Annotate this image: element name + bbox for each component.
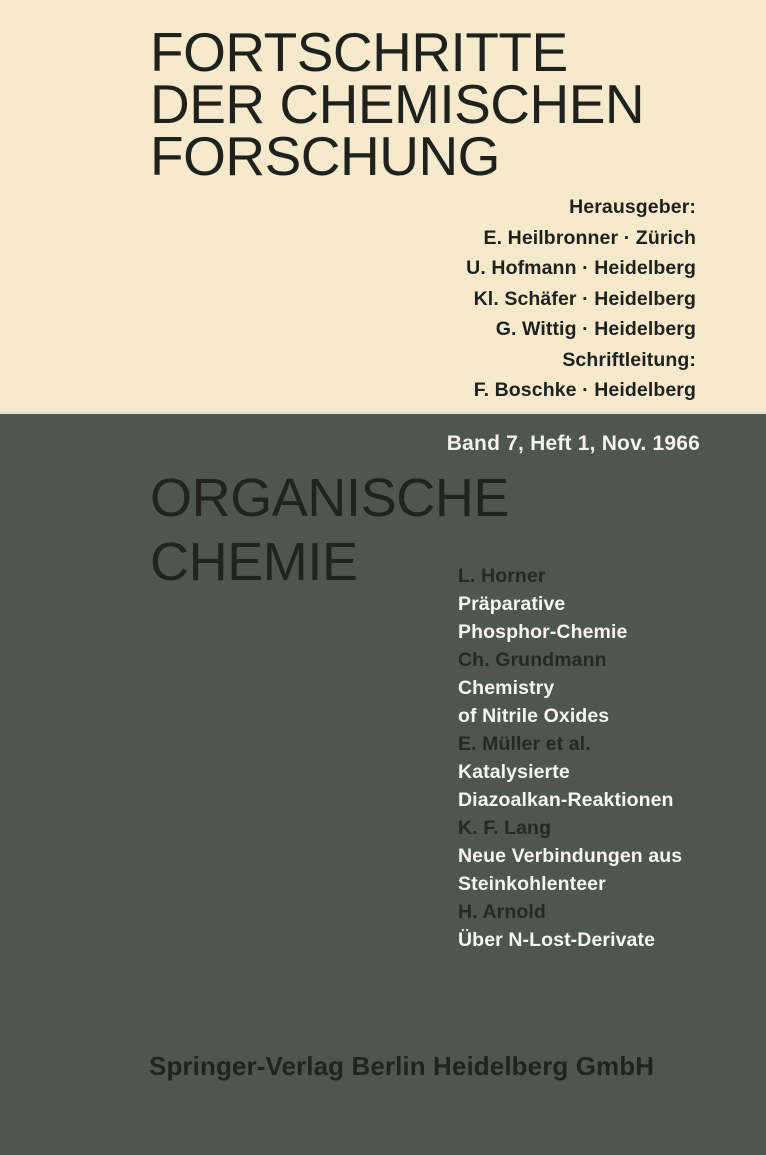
- section-heading-line: CHEMIE: [150, 532, 358, 592]
- entry-title-line: Neue Verbindungen aus: [458, 845, 683, 867]
- entry-author: L. Horner: [458, 565, 546, 587]
- entry-title-line: Über N-Lost-Derivate: [458, 929, 656, 951]
- entry-title-line: Phosphor-Chemie: [458, 621, 628, 643]
- entry-author: H. Arnold: [458, 901, 546, 923]
- contents-entry: [458, 562, 738, 646]
- contents-entry: [458, 730, 738, 814]
- editors-block: [380, 192, 696, 406]
- publisher-imprint: Springer-Verlag Berlin Heidelberg GmbH: [149, 1051, 655, 1081]
- entry-author: K. F. Lang: [458, 817, 552, 839]
- issue-designation: Band 7, Heft 1, Nov. 1966: [446, 432, 700, 455]
- entry-title-line: Diazoalkan-Reaktionen: [458, 789, 674, 811]
- editors-heading: Herausgeber:: [569, 196, 696, 218]
- entry-title-line: Präparative: [458, 593, 566, 615]
- contents-entry: [458, 898, 738, 954]
- editor-name: Kl. Schäfer · Heidelberg: [473, 287, 696, 310]
- section-heading: [150, 466, 509, 594]
- journal-masthead: [150, 21, 730, 187]
- editor-name: U. Hofmann · Heidelberg: [466, 257, 696, 279]
- editor-name: E. Heilbronner · Zürich: [483, 226, 696, 249]
- managing-editor-heading: Schriftleitung:: [562, 348, 696, 371]
- entry-author: Ch. Grundmann: [458, 649, 607, 671]
- masthead-line: FORSCHUNG: [150, 125, 500, 187]
- managing-editor-name: F. Boschke · Heidelberg: [473, 379, 696, 401]
- contents-list: [458, 562, 738, 954]
- masthead-line: FORTSCHRITTE: [150, 21, 568, 83]
- masthead-line: DER CHEMISCHEN: [150, 73, 645, 135]
- entry-title-line: Katalysierte: [458, 761, 570, 783]
- contents-entry: [458, 814, 738, 898]
- entry-title-line: of Nitrile Oxides: [458, 705, 610, 727]
- editor-name: G. Wittig · Heidelberg: [495, 318, 696, 340]
- entry-title-line: Steinkohlenteer: [458, 873, 606, 895]
- entry-author: E. Müller et al.: [458, 733, 591, 755]
- section-heading-line: ORGANISCHE: [150, 468, 510, 528]
- entry-title-line: Chemistry: [458, 677, 555, 699]
- contents-entry: [458, 646, 738, 730]
